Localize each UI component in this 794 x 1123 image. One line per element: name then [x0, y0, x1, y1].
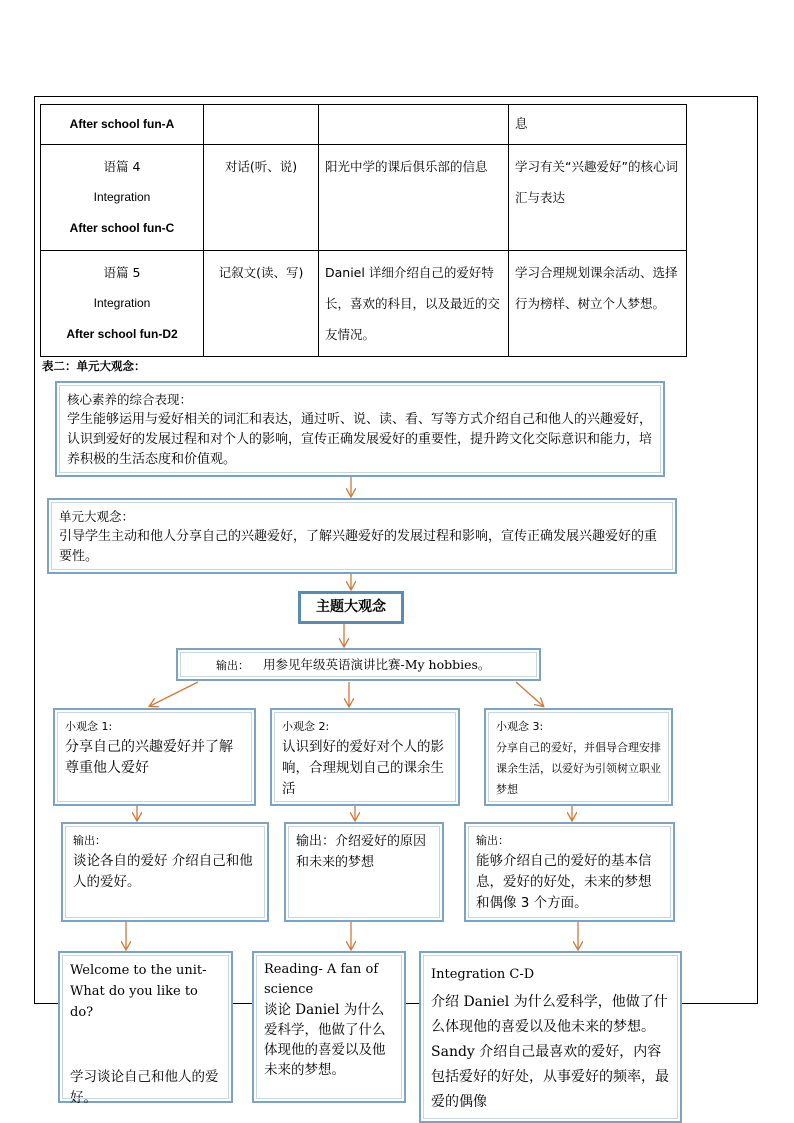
table-cell: 学习合理规划课余活动、选择行为榜样、树立个人梦想。 [509, 251, 687, 357]
table-cell: 对话(听、说) [204, 145, 319, 251]
lesson-text: 学习谈论自己和他人的爱好。 [70, 1069, 219, 1106]
box-text: 能够介绍自己的爱好的基本信息，爱好的好处，未来的梦想和偶像 3 个方面。 [476, 853, 652, 911]
lesson-title: Reading- A fan of [264, 962, 379, 977]
table-cell: 学习有关“兴趣爱好”的核心词汇与表达 [509, 145, 687, 251]
text-line: Integration [93, 190, 151, 204]
table-cell: 记叙文(读、写) [204, 251, 319, 357]
lesson-subtitle: science [264, 982, 314, 997]
text-line: Integration [93, 296, 151, 310]
output-text: 用参见年级英语演讲比赛-My hobbies。 [262, 657, 491, 672]
lesson-title: Integration C-D [431, 967, 535, 982]
box-text: 谈论各自的爱好 介绍自己和他人的爱好。 [73, 853, 253, 890]
box-text: 介绍爱好的原因和未来的梦想 [296, 834, 427, 870]
box-label: 核心素养的综合表现： [67, 392, 193, 407]
box-label: 输出： [296, 834, 336, 849]
theme-big-idea: 主题大观念 [298, 591, 404, 624]
box-label: 小观念 2: [282, 720, 330, 733]
box-label: 单元大观念： [59, 509, 135, 524]
table-cell: Daniel 详细介绍自己的爱好特长，喜欢的科目，以及最近的交友情况。 [319, 251, 509, 357]
arrow-output-to-idea1 [150, 682, 198, 706]
lesson-subtitle: What do you like to do? [70, 984, 198, 1020]
lesson-text: 介绍 Daniel 为什么爱科学，他做了什么体现他的喜爱以及他未来的梦想。Sandy 介绍自己最喜欢的爱好，内容包括爱好的好处，从事爱好的频率，最爱的偶像 [431, 994, 669, 1110]
box-text: 分享自己的爱好，并倡导合理安排课余生活，以爱好为引领树立职业梦想 [496, 741, 661, 796]
text-line: 语篇 4 [103, 159, 141, 174]
text-line: 语篇 5 [103, 265, 141, 280]
output-label: 输出： [216, 659, 249, 672]
box-text: 分享自己的兴趣爱好并了解尊重他人爱好 [65, 739, 233, 776]
table-cell: After school fun-A [41, 105, 204, 145]
text-line: After school fun-D2 [66, 327, 178, 341]
table-cell: 阳光中学的课后俱乐部的信息 [319, 145, 509, 251]
box-label: 小观念 1: [65, 720, 113, 733]
lesson-title: Welcome to the unit- [70, 963, 207, 978]
section-heading: 表二：单元大观念： [42, 359, 146, 373]
box-text: 引导学生主动和他人分享自己的兴趣爱好，了解兴趣爱好的发展过程和影响，宣传正确发展兴趣爱好的重要性。 [59, 529, 658, 564]
lesson-text: 谈论 Daniel 为什么爱科学，他做了什么体现他的喜爱以及他未来的梦想。 [264, 1002, 386, 1078]
table-cell: 息 [509, 105, 687, 145]
box-label: 输出： [476, 834, 509, 847]
box-text: 认识到好的爱好对个人的影响，合理规划自己的课余生活 [282, 739, 444, 797]
box-text: 学生能够运用与爱好相关的词汇和表达，通过听、说、读、看、写等方式介绍自己和他人的兴趣爱好，认识到爱好的发展过程和对个人的影响，宣传正确发展爱好的重要性，提升跨文化交际意识和能力，培养积极的生活态度和价值观。 [67, 412, 653, 467]
arrow-output-to-idea3 [516, 682, 543, 706]
text-line: After school fun-C [69, 221, 175, 235]
box-label: 小观念 3: [496, 720, 544, 733]
box-label: 输出： [73, 834, 106, 847]
